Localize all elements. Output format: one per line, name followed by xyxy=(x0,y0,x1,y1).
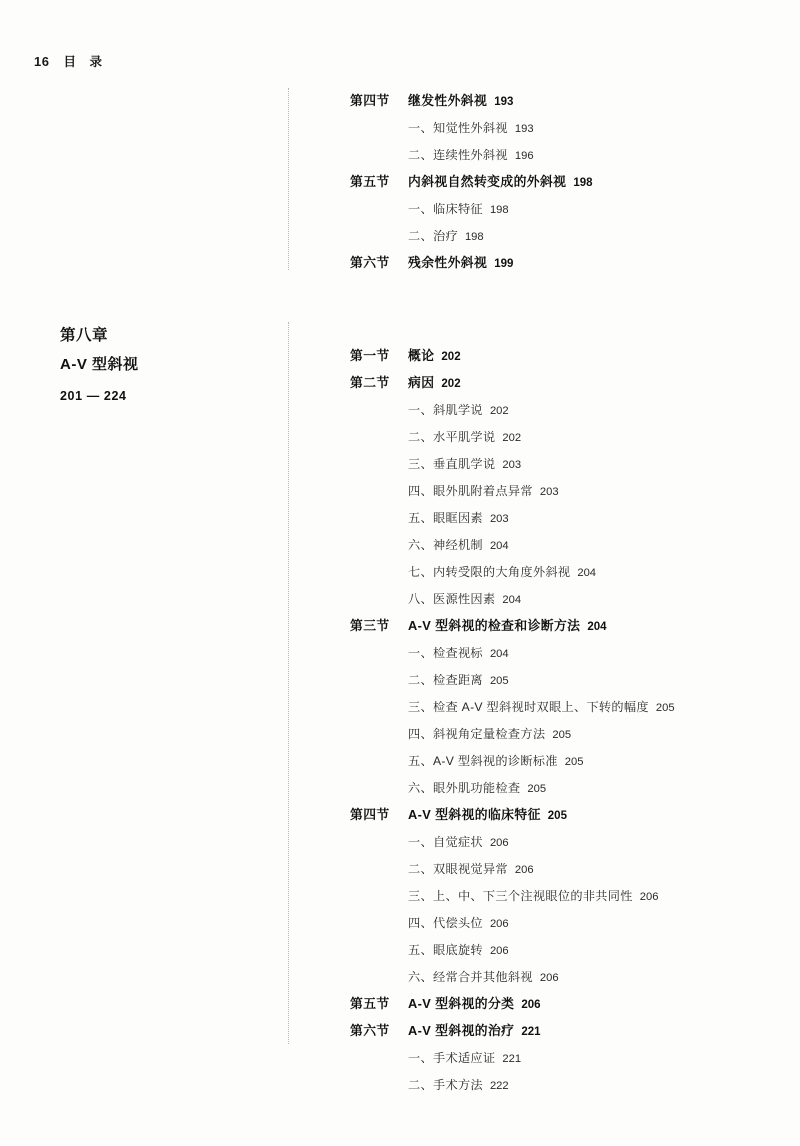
toc-page-number: 204 xyxy=(502,594,522,606)
toc-section-label: 第一节 xyxy=(350,348,390,363)
toc-page-number: 204 xyxy=(489,648,509,660)
toc-page-number: 199 xyxy=(494,258,514,270)
toc-section-label: 第六节 xyxy=(350,1023,390,1038)
toc-item-title: 五、眼眶因素 xyxy=(408,511,483,525)
toc-section-label: 第三节 xyxy=(350,618,390,633)
toc-page-number: 206 xyxy=(489,918,509,930)
toc-section-label: 第四节 xyxy=(350,93,390,108)
vertical-rule-top xyxy=(288,88,289,270)
toc-page-number: 206 xyxy=(521,999,541,1011)
toc-item-row[interactable] xyxy=(350,505,770,532)
toc-page-number: 221 xyxy=(521,1026,541,1038)
toc-page-number: 205 xyxy=(564,756,584,768)
toc-section-title: 残余性外斜视 xyxy=(408,255,488,270)
toc-page-number: 206 xyxy=(514,864,534,876)
toc-item-row[interactable] xyxy=(350,748,770,775)
toc-item-row[interactable] xyxy=(350,532,770,559)
toc-page-number: 198 xyxy=(489,204,509,216)
toc-section-title: A-V 型斜视的检查和诊断方法 xyxy=(408,618,581,633)
toc-item-row[interactable] xyxy=(350,910,770,937)
toc-item-title: 六、神经机制 xyxy=(408,538,483,552)
toc-item-row[interactable] xyxy=(350,883,770,910)
toc-item-title: 一、手术适应证 xyxy=(408,1051,496,1065)
toc-item-row[interactable] xyxy=(350,721,770,748)
toc-section-row[interactable] xyxy=(350,1018,770,1045)
toc-section-row[interactable] xyxy=(350,250,770,277)
toc-page-number: 202 xyxy=(502,432,522,444)
chapter-title: A-V 型斜视 xyxy=(60,355,139,373)
toc-item-title: 一、知觉性外斜视 xyxy=(408,121,508,135)
toc-item-title: 三、上、中、下三个注视眼位的非共同性 xyxy=(408,889,633,903)
toc-item-title: 四、代偿头位 xyxy=(408,916,483,930)
toc-item-row[interactable] xyxy=(350,937,770,964)
toc-item-row[interactable] xyxy=(350,223,770,250)
toc-page-number: 202 xyxy=(441,378,461,390)
toc-item-title: 二、治疗 xyxy=(408,229,458,243)
toc-page-number: 202 xyxy=(441,351,461,363)
toc-section-title: A-V 型斜视的治疗 xyxy=(408,1023,515,1038)
toc-section-row[interactable] xyxy=(350,343,770,370)
toc-page-number: 204 xyxy=(489,540,509,552)
toc-section-row[interactable] xyxy=(350,169,770,196)
toc-item-row[interactable] xyxy=(350,829,770,856)
toc-item-title: 二、连续性外斜视 xyxy=(408,148,508,162)
toc-section-label: 第四节 xyxy=(350,807,390,822)
toc-item-title: 一、斜肌学说 xyxy=(408,403,483,417)
toc-item-title: 六、眼外肌功能检查 xyxy=(408,781,521,795)
toc-page-number: 198 xyxy=(464,231,484,243)
toc-item-title: 四、眼外肌附着点异常 xyxy=(408,484,533,498)
toc-item-row[interactable] xyxy=(350,640,770,667)
toc-section-title: A-V 型斜视的分类 xyxy=(408,996,515,1011)
toc-block-chapter-eight xyxy=(350,343,770,1099)
vertical-rule-bottom xyxy=(288,322,289,1044)
toc-page-number: 202 xyxy=(489,405,509,417)
toc-item-title: 四、斜视角定量检查方法 xyxy=(408,727,546,741)
toc-item-title: 二、水平肌学说 xyxy=(408,430,496,444)
chapter-number: 第八章 xyxy=(60,327,109,344)
toc-page-number: 206 xyxy=(489,837,509,849)
toc-page-number: 206 xyxy=(639,891,659,903)
toc-section-row[interactable] xyxy=(350,88,770,115)
running-head xyxy=(34,52,107,70)
toc-item-row[interactable] xyxy=(350,694,770,721)
toc-item-title: 一、自觉症状 xyxy=(408,835,483,849)
toc-page-number: 205 xyxy=(547,810,567,822)
toc-item-title: 五、A-V 型斜视的诊断标准 xyxy=(408,754,558,768)
toc-item-title: 一、临床特征 xyxy=(408,202,483,216)
toc-section-title: A-V 型斜视的临床特征 xyxy=(408,807,541,822)
toc-section-title: 继发性外斜视 xyxy=(408,93,488,108)
toc-section-row[interactable] xyxy=(350,802,770,829)
toc-page-number: 203 xyxy=(502,459,522,471)
toc-item-title: 五、眼底旋转 xyxy=(408,943,483,957)
toc-item-row[interactable] xyxy=(350,397,770,424)
toc-item-title: 一、检查视标 xyxy=(408,646,483,660)
toc-item-title: 二、双眼视觉异常 xyxy=(408,862,508,876)
toc-page-number: 193 xyxy=(514,123,534,135)
toc-item-row[interactable] xyxy=(350,586,770,613)
toc-section-title: 病因 xyxy=(408,375,435,390)
toc-section-row[interactable] xyxy=(350,991,770,1018)
toc-page-number: 222 xyxy=(489,1080,509,1092)
running-head-label: 目 录 xyxy=(63,55,107,69)
toc-item-title: 二、手术方法 xyxy=(408,1078,483,1092)
toc-entries-column xyxy=(350,88,770,1099)
toc-page-number: 193 xyxy=(494,96,514,108)
toc-page-number: 206 xyxy=(539,972,559,984)
toc-item-title: 八、医源性因素 xyxy=(408,592,496,606)
toc-item-row[interactable] xyxy=(350,775,770,802)
toc-item-row[interactable] xyxy=(350,451,770,478)
page-folio: 16 xyxy=(34,54,50,69)
toc-page-number: 204 xyxy=(587,621,607,633)
toc-page-number: 205 xyxy=(489,675,509,687)
toc-section-title: 内斜视自然转变成的外斜视 xyxy=(408,174,567,189)
toc-page-number: 205 xyxy=(552,729,572,741)
toc-item-title: 七、内转受限的大角度外斜视 xyxy=(408,565,571,579)
toc-item-title: 二、检查距离 xyxy=(408,673,483,687)
toc-page-number: 204 xyxy=(577,567,597,579)
toc-section-row[interactable] xyxy=(350,613,770,640)
toc-page-number: 203 xyxy=(489,513,509,525)
toc-item-row[interactable] xyxy=(350,559,770,586)
chapter-heading-column xyxy=(60,322,275,403)
toc-section-title: 概论 xyxy=(408,348,435,363)
toc-item-title: 三、垂直肌学说 xyxy=(408,457,496,471)
toc-page-number: 196 xyxy=(514,150,534,162)
toc-section-label: 第六节 xyxy=(350,255,390,270)
block-spacer xyxy=(350,277,770,343)
toc-page-number: 198 xyxy=(573,177,593,189)
toc-section-label: 第二节 xyxy=(350,375,390,390)
toc-item-row[interactable] xyxy=(350,964,770,991)
toc-section-label: 第五节 xyxy=(350,996,390,1011)
toc-page-number: 221 xyxy=(502,1053,522,1065)
toc-section-label: 第五节 xyxy=(350,174,390,189)
toc-item-row[interactable] xyxy=(350,1072,770,1099)
toc-item-row[interactable] xyxy=(350,424,770,451)
toc-item-row[interactable] xyxy=(350,1045,770,1072)
toc-section-row[interactable] xyxy=(350,370,770,397)
toc-item-row[interactable] xyxy=(350,196,770,223)
toc-item-row[interactable] xyxy=(350,856,770,883)
toc-page-number: 205 xyxy=(655,702,675,714)
toc-item-title: 六、经常合并其他斜视 xyxy=(408,970,533,984)
toc-page-number: 206 xyxy=(489,945,509,957)
toc-item-row[interactable] xyxy=(350,667,770,694)
toc-item-row[interactable] xyxy=(350,478,770,505)
chapter-page-range: 201 — 224 xyxy=(60,389,127,404)
toc-item-row[interactable] xyxy=(350,115,770,142)
toc-page-number: 205 xyxy=(527,783,547,795)
toc-page-number: 203 xyxy=(539,486,559,498)
toc-item-title: 三、检查 A-V 型斜视时双眼上、下转的幅度 xyxy=(408,700,649,714)
toc-item-row[interactable] xyxy=(350,142,770,169)
toc-block-previous-chapter xyxy=(350,88,770,277)
